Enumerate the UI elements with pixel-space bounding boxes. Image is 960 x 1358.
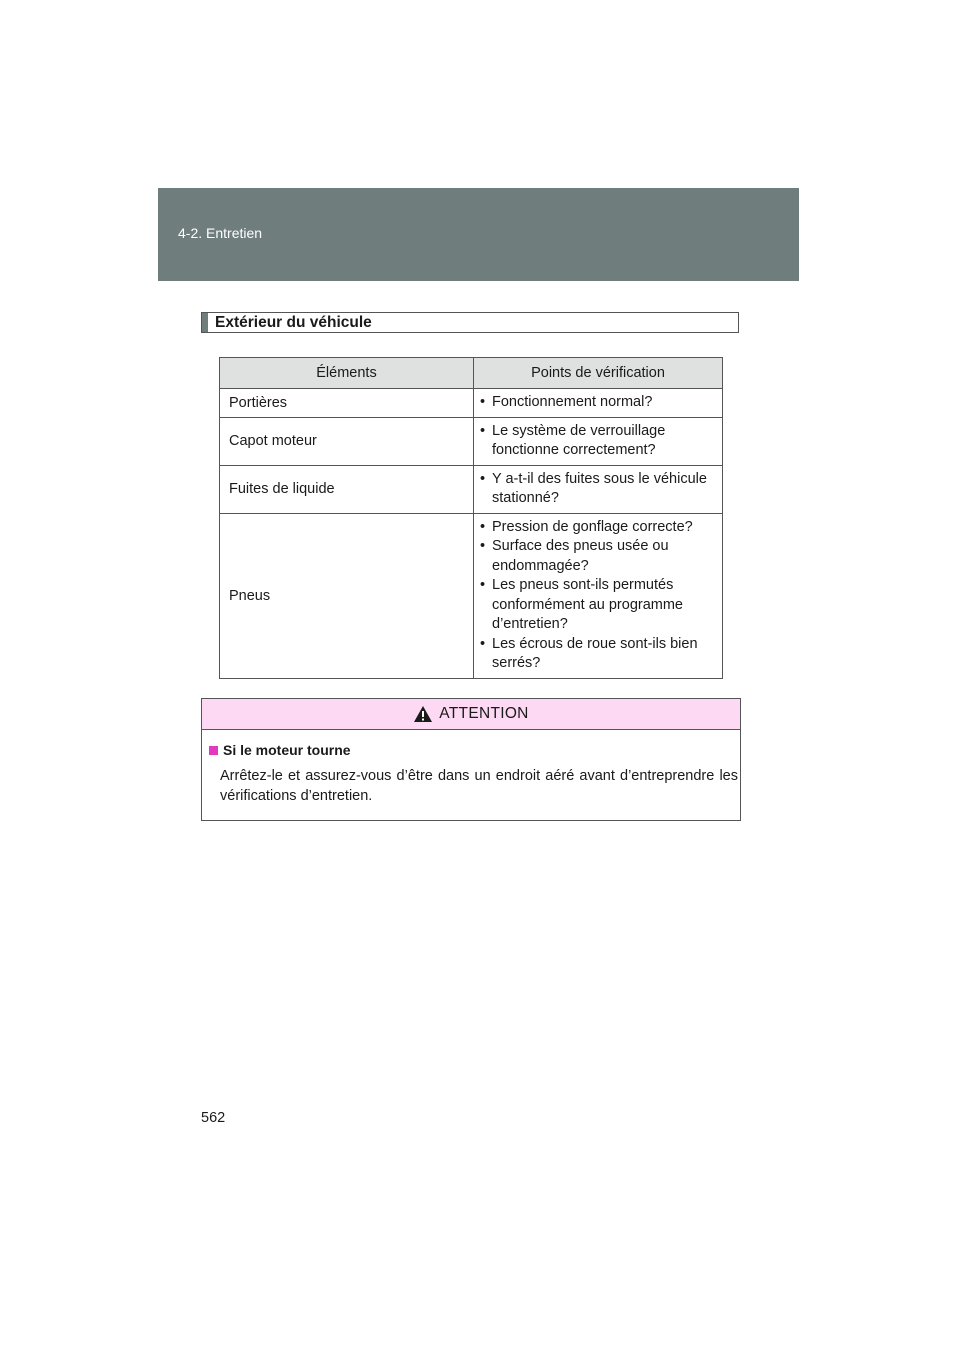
attention-body: Arrêtez-le et assurez-vous d’être dans un endroit aéré avant d’entreprendre les vérifications d’entretien. bbox=[220, 768, 738, 804]
attention-header bbox=[202, 699, 740, 730]
inspection-table bbox=[219, 357, 723, 679]
section-heading-title: Extérieur du véhicule bbox=[215, 314, 372, 331]
warning-triangle-icon bbox=[413, 705, 433, 723]
list-item: • Y a-t-il des fuites sous le véhicule stationné? bbox=[480, 470, 716, 509]
points-list bbox=[480, 470, 716, 509]
points-list bbox=[480, 518, 716, 674]
table-row bbox=[220, 513, 723, 678]
column-header-points: Points de vérification bbox=[474, 358, 723, 389]
row-points bbox=[474, 513, 723, 678]
points-list bbox=[480, 422, 716, 461]
row-item: Pneus bbox=[220, 513, 474, 678]
row-points bbox=[474, 465, 723, 513]
chapter-header-band bbox=[158, 188, 799, 281]
square-bullet-icon bbox=[209, 746, 218, 755]
section-heading bbox=[201, 312, 739, 333]
heading-accent-bar bbox=[202, 313, 208, 332]
table-row bbox=[220, 389, 723, 418]
points-list bbox=[480, 393, 716, 413]
list-item: • Fonctionnement normal? bbox=[480, 393, 716, 413]
attention-title: ATTENTION bbox=[439, 705, 529, 722]
column-header-items: Éléments bbox=[220, 358, 474, 389]
page-number: 562 bbox=[201, 1110, 226, 1126]
row-item: Portières bbox=[220, 389, 474, 418]
attention-box bbox=[201, 698, 741, 821]
row-item: Fuites de liquide bbox=[220, 465, 474, 513]
table-header-row bbox=[220, 358, 723, 389]
list-item: • Pression de gonflage correcte? bbox=[480, 518, 716, 538]
table-row bbox=[220, 417, 723, 465]
attention-subheading bbox=[209, 742, 351, 758]
section-label: 4-2. Entretien bbox=[178, 225, 263, 241]
list-item: • Surface des pneus usée ou endommagée? bbox=[480, 537, 716, 576]
list-item: • Les pneus sont-ils permutés conformément au programme d’entretien? bbox=[480, 576, 716, 635]
table-row bbox=[220, 465, 723, 513]
row-points bbox=[474, 417, 723, 465]
row-item: Capot moteur bbox=[220, 417, 474, 465]
list-item: • Le système de verrouillage fonctionne correctement? bbox=[480, 422, 716, 461]
attention-subheading-text: Si le moteur tourne bbox=[223, 742, 351, 758]
row-points bbox=[474, 389, 723, 418]
list-item: • Les écrous de roue sont-ils bien serrés? bbox=[480, 635, 716, 674]
